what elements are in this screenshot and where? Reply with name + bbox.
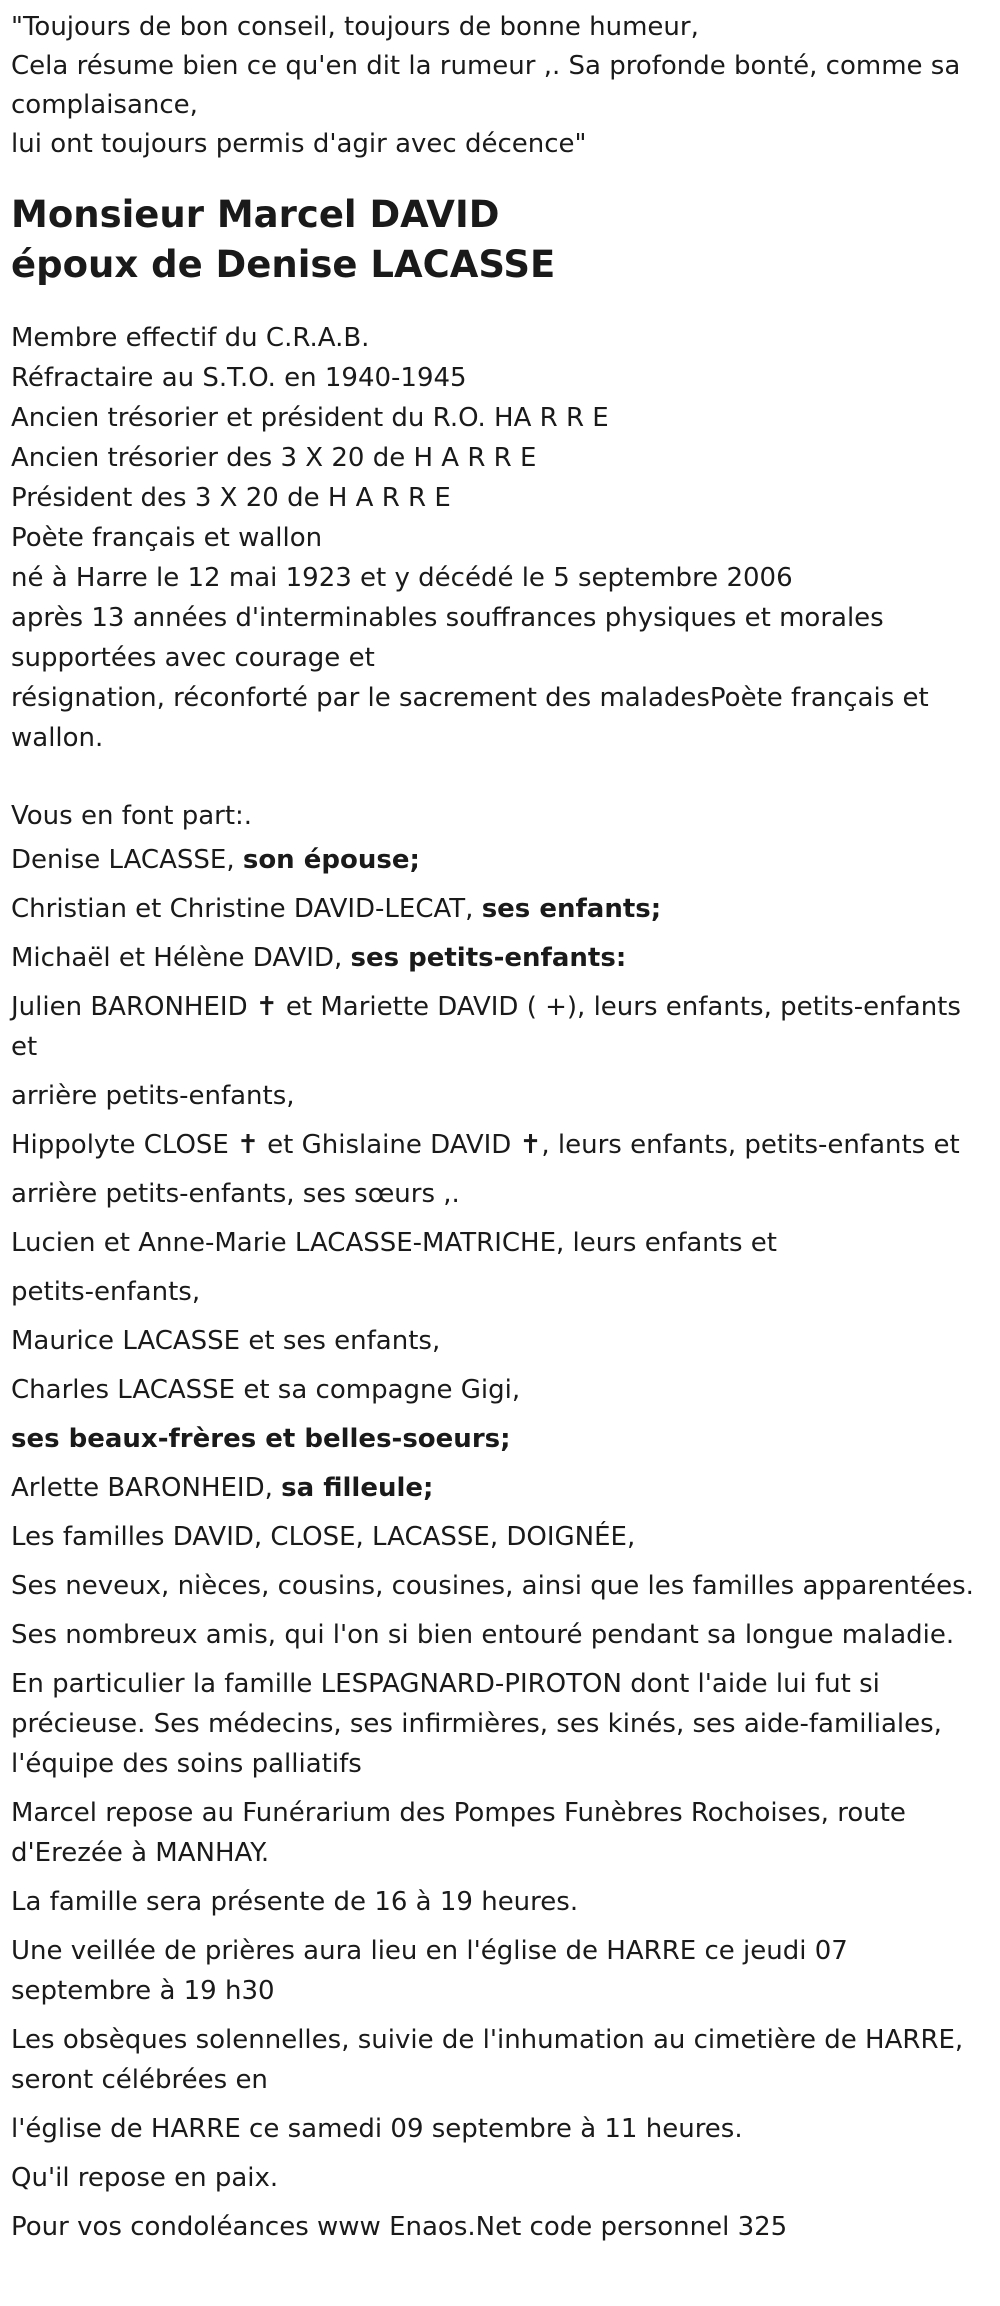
- deceased-name: Monsieur Marcel DAVID: [11, 193, 500, 236]
- grandchildren-names: Michaël et Hélène DAVID,: [11, 943, 351, 973]
- children-names: Christian et Christine DAVID-LECAT,: [11, 894, 482, 924]
- sibling-entry-continued: arrière petits-enfants, ses sœurs ,.: [11, 1179, 460, 1209]
- spouse-line: époux de Denise LACASSE: [11, 243, 556, 286]
- deceased-title: [11, 190, 992, 290]
- bio-line: Président des 3 X 20 de H A R R E: [11, 483, 451, 513]
- bio-line: Ancien trésorier et président du R.O. HA R R E: [11, 403, 609, 433]
- spouse-role: son épouse;: [242, 845, 420, 875]
- goddaughter-role: sa filleule;: [281, 1473, 434, 1503]
- funeral-info-continued: l'église de HARRE ce samedi 09 septembre à 11 heures.: [11, 2114, 743, 2144]
- friends-entry: Ses nombreux amis, qui l'on si bien entouré pendant sa longue maladie.: [11, 1620, 955, 1650]
- quote-line: Cela résume bien ce qu'en dit la rumeur ,. Sa profonde bonté, comme sa complaisance,: [11, 51, 961, 120]
- funeral-info: Les obsèques solennelles, suivie de l'inhumation au cimetière de HARRE, seront célébrées en: [11, 2025, 964, 2095]
- families-entry: Les familles DAVID, CLOSE, LACASSE, DOIGNÉE,: [11, 1522, 636, 1552]
- bio-line: Réfractaire au S.T.O. en 1940-1945: [11, 363, 467, 393]
- inlaw-entry: Maurice LACASSE et ses enfants,: [11, 1326, 441, 1356]
- bio-line: Poète français et wallon: [11, 523, 323, 553]
- goddaughter-name: Arlette BARONHEID,: [11, 1473, 282, 1503]
- bio-line: après 13 années d'interminables souffrances physiques et morales supportées avec courage et: [11, 603, 884, 673]
- inlaw-entry: Lucien et Anne-Marie LACASSE-MATRICHE, leurs enfants et: [11, 1228, 777, 1258]
- quote-line: lui ont toujours permis d'agir avec décence": [11, 129, 587, 159]
- bio-line: né à Harre le 12 mai 1923 et y décédé le 5 septembre 2006: [11, 563, 793, 593]
- relatives-entry: Ses neveux, nièces, cousins, cousines, ainsi que les familles apparentées.: [11, 1571, 974, 1601]
- sibling-entry: Julien BARONHEID ✝ et Mariette DAVID ( +), leurs enfants, petits-enfants et: [11, 992, 961, 1062]
- rest-in-peace: Qu'il repose en paix.: [11, 2163, 279, 2193]
- family-announcement: [11, 796, 992, 2247]
- announcement-intro: Vous en font part:.: [11, 801, 253, 831]
- sibling-entry-continued: arrière petits-enfants,: [11, 1081, 295, 1111]
- grandchildren-entry: [11, 938, 992, 978]
- inlaw-entry: Charles LACASSE et sa compagne Gigi,: [11, 1375, 521, 1405]
- quote-line: "Toujours de bon conseil, toujours de bonne humeur,: [11, 12, 699, 42]
- biography: [11, 318, 992, 758]
- inlaws-role: [11, 1419, 992, 1459]
- children-role: ses enfants;: [481, 894, 662, 924]
- bio-line: Membre effectif du C.R.A.B.: [11, 323, 370, 353]
- children-entry: [11, 889, 992, 929]
- funeral-home-info: Marcel repose au Funérarium des Pompes Funèbres Rochoises, route d'Erezée à MANHAY.: [11, 1798, 906, 1868]
- inlaw-entry-continued: petits-enfants,: [11, 1277, 201, 1307]
- sibling-entry: Hippolyte CLOSE ✝ et Ghislaine DAVID ✝, leurs enfants, petits-enfants et: [11, 1130, 960, 1160]
- epigraph-quote: [11, 8, 992, 164]
- vigil-info: Une veillée de prières aura lieu en l'église de HARRE ce jeudi 07 septembre à 19 h30: [11, 1936, 848, 2006]
- goddaughter-entry: [11, 1468, 992, 1508]
- bio-line: résignation, réconforté par le sacrement des maladesPoète français et wallon.: [11, 683, 929, 753]
- spouse-name: Denise LACASSE,: [11, 845, 243, 875]
- grandchildren-role: ses petits-enfants:: [350, 943, 627, 973]
- inlaws-role-label: ses beaux-frères et belles-soeurs;: [11, 1424, 511, 1454]
- visiting-hours: La famille sera présente de 16 à 19 heures.: [11, 1887, 579, 1917]
- condolences-info: Pour vos condoléances www Enaos.Net code personnel 325: [11, 2212, 788, 2242]
- thanks-entry: En particulier la famille LESPAGNARD-PIROTON dont l'aide lui fut si précieuse. Ses médecins, ses infirmières, ses kinés, ses aide-familiales, l'équipe des soins palliatifs: [11, 1669, 942, 1779]
- spouse-entry: [11, 840, 992, 880]
- bio-line: Ancien trésorier des 3 X 20 de H A R R E: [11, 443, 537, 473]
